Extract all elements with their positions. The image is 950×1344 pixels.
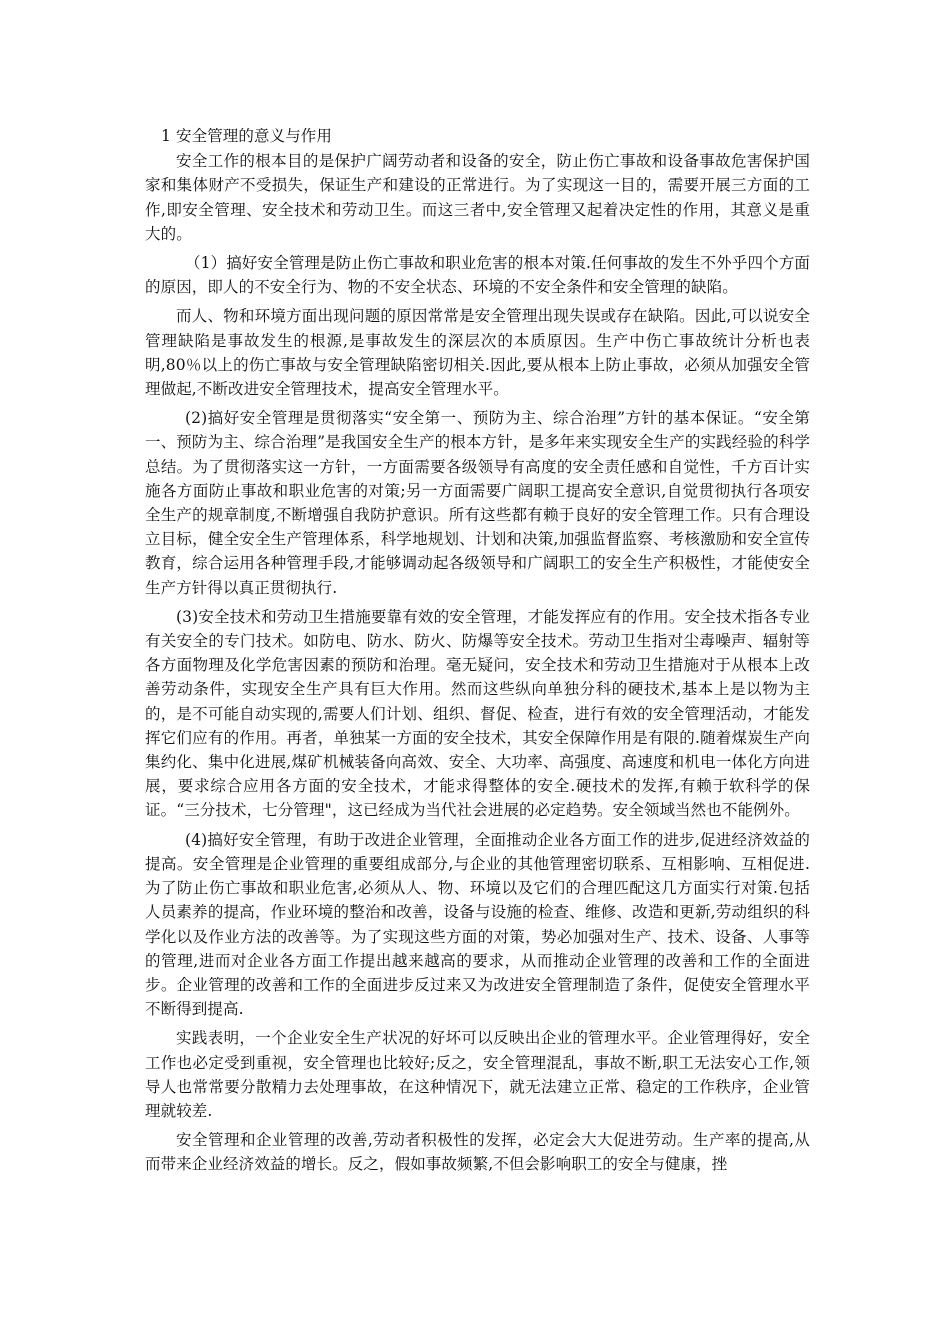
document-body bbox=[145, 124, 810, 1182]
paragraph-practice: 实践表明，一个企业安全生产状况的好坏可以反映出企业的管理水平。企业管理得好，安全工作也必定受到重视，安全管理也比较好;反之，安全管理混乱，事故不断,职工无法安心工作,领导人也常常要分散精力去处理事故，在这种情况下，就无法建立正常、稳定的工作秩序，企业管理就较差. bbox=[145, 1029, 810, 1120]
paragraph-point-4: (4)搞好安全管理，有助于改进企业管理，全面推动企业各方面工作的进步,促进经济效益的提高。安全管理是企业管理的重要组成部分,与企业的其他管理密切联系、互相影响、互相促进.为了防止伤亡事故和职业危害,必须从人、物、环境以及它们的合理匹配这几方面实行对策.包括人员素养的提高，作业环境的整治和改善，设备与设施的检查、维修、改造和更新,劳动组织的科学化以及作业方法的改善等。为了实现这些方面的对策，势必加强对生产、技术、设备、人事等的管理,进而对企业各方面工作提出越来越高的要求，从而推动企业管理的改善和工作的全面进步。企业管理的改善和工作的全面进步反过来又为改进安全管理制造了条件，促使安全管理水平不断得到提高. bbox=[145, 830, 810, 1019]
paragraph-point-1: （1）搞好安全管理是防止伤亡事故和职业危害的根本对策.任何事故的发生不外乎四个方面的原因，即人的不安全行为、物的不安全状态、环境的不安全条件和安全管理的缺陷。 bbox=[145, 254, 810, 297]
paragraph-point-2: (2)搞好安全管理是贯彻落实“安全第一、预防为主、综合治理”方针的基本保证。“安全第一、预防为主、综合治理”是我国安全生产的根本方针，是多年来实现安全生产的实践经验的科学总结。为了贯彻落实这一方针，一方面需要各级领导有高度的安全责任感和自觉性，千方百计实施各方面防止事故和职业危害的对策;另一方面需要广阔职工提高安全意识,自觉贯彻执行各项安全生产的规章制度,不断增强自我防护意识。所有这些都有赖于良好的安全管理工作。只有合理设立目标，健全安全生产管理体系，科学地规划、计划和决策,加强监督监察、考核激励和安全宣传教育，综合运用各种管理手段,才能够调动起各级领导和广阔职工的安全生产积极性，才能使安全生产方针得以真正贯彻执行. bbox=[145, 409, 810, 597]
section-heading: 1 安全管理的意义与作用 bbox=[161, 127, 332, 145]
paragraph-intro: 安全工作的根本目的是保护广阔劳动者和设备的安全，防止伤亡事故和设备事故危害保护国家和集体财产不受损失，保证生产和建设的正常进行。为了实现这一目的，需要开展三方面的工作,即安全管理、安全技术和劳动卫生。而这三者中,安全管理又起着决定性的作用，其意义是重大的。 bbox=[145, 152, 810, 243]
paragraph-root-cause: 而人、物和环境方面出现问题的原因常常是安全管理出现失误或存在缺陷。因此,可以说安全管理缺陷是事故发生的根源,是事故发生的深层次的本质原因。生产中伤亡事故统计分析也表明,80％以上的伤亡事故与安全管理缺陷密切相关.因此,要从根本上防止事故，必须从加强安全管理做起,不断改进安全管理技术，提高安全管理水平。 bbox=[145, 307, 810, 399]
paragraph-improvement: 安全管理和企业管理的改善,劳动者积极性的发挥，必定会大大促进劳动。生产率的提高,从而带来企业经济效益的增长。反之，假如事故频繁,不但会影响职工的安全与健康，挫 bbox=[145, 1131, 810, 1174]
paragraph-point-3: (3)安全技术和劳动卫生措施要靠有效的安全管理，才能发挥应有的作用。安全技术指各专业有关安全的专门技术。如防电、防水、防火、防爆等安全技术。劳动卫生指对尘毒噪声、辐射等各方面物理及化学危害因素的预防和治理。毫无疑问，安全技术和劳动卫生措施对于从根本上改善劳动条件，实现安全生产具有巨大作用。然而这些纵向单独分科的硬技术,基本上是以物为主的，是不可能自动实现的,需要人们计划、组织、督促、检查，进行有效的安全管理活动，才能发挥它们应有的作用。再者，单独某一方面的安全技术，其安全保障作用是有限的.随着煤炭生产向集约化、集中化进展,煤矿机械装备向高效、安全、大功率、高强度、高速度和机电一体化方向进展，要求综合应用各方面的安全技术，才能求得整体的安全.硬技术的发挥,有赖于软科学的保证。“三分技术，七分管理"，这已经成为当代社会进展的必定趋势。安全领域当然也不能例外。 bbox=[145, 607, 810, 820]
